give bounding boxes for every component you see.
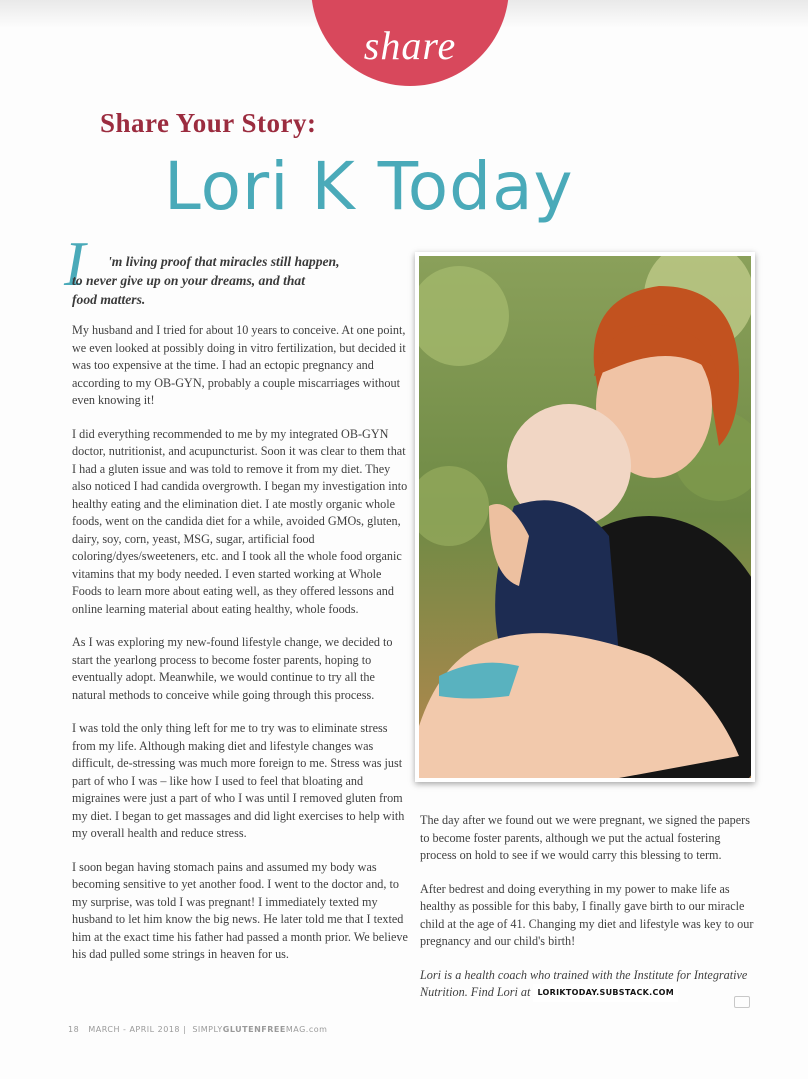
intro-quote <box>72 252 398 309</box>
story-heading: Share Your Story: <box>100 108 317 138</box>
site-name-suffix: MAG.com <box>285 1025 328 1034</box>
paragraph: I was told the only thing left for me to try was to eliminate stress from my life. Although making diet and lifestyle changes was difficult, de-stressing was much more foreign to me. Stress was just part of who I was – like how I used to feel that bloating and migraines were just a part of who I was until I removed gluten from my diet. I began to get massages and did light exercises to help with my overall health and reduce stress. <box>72 721 405 840</box>
photo-illustration <box>419 256 751 778</box>
mother-baby-photo <box>415 252 755 782</box>
intro-line-3: food matters. <box>72 292 146 307</box>
paragraph: I soon began having stomach pains and assumed my body was becoming sensitive to yet another food. I went to the doctor and, to my surprise, was told I was pregnant! I immediately texted my husband to let him know the big news. He later told me that I texted him at the exact time his father had passed a month prior. We believe his dad pulled some strings in heaven for us. <box>72 859 408 961</box>
paragraph: The day after we found out we were pregnant, we signed the papers to become foster parents, although we put the actual fostering process on hold to see if we would carry this blessing to term. <box>420 813 750 862</box>
paragraph: I did everything recommended to me by my integrated OB-GYN doctor, nutritionist, and acupuncturist. Soon it was clear to them that I had a gluten issue and was told to remove it from my diet. They also noticed I had candida overgrowth. I began my investigation into healthy eating and the elimination diet. I ate mostly organic whole foods, went on the candida diet for a while, avoided GMOs, gluten, dairy, soy, corn, yeast, MSG, sugar, artificial food coloring/dyes/sweeteners, etc. and I took all the whole food organic vitamins that my body needed. I even started working at Whole Foods to learn more about eating well, as they offered lessons and online learning material about eating healthy, whole foods. <box>72 426 408 616</box>
right-column <box>420 812 760 1002</box>
left-column <box>72 322 408 964</box>
intro-line-1: 'm living proof that miracles still happen, <box>108 254 340 269</box>
page-number: 18 <box>68 1025 80 1034</box>
intro-line-2: to never give up on your dreams, and that <box>72 273 305 288</box>
drop-cap: I <box>64 228 86 299</box>
section-label: share <box>363 23 457 68</box>
paragraph: As I was exploring my new-found lifestyle change, we decided to start the yearlong process to become foster parents, hoping to eventually adopt. Meanwhile, we would continue to try all the natural methods to conceive while going through this process. <box>72 635 393 702</box>
page-footer: 18 MARCH - APRIL 2018 | SIMPLYGLUTENFREEMAG.com <box>68 1025 328 1034</box>
magazine-logo-icon <box>734 996 750 1008</box>
site-name-prefix: SIMPLY <box>192 1025 223 1034</box>
byline-text: Lori is a health coach who trained with the Institute for Integrative Nutrition. Find Lori at <box>420 967 748 999</box>
paragraph: My husband and I tried for about 10 years to conceive. At one point, we even looked at possibly doing in vitro fertilization, but decided it was too expensive at the time. I had an ectopic pregnancy and according to my OB-GYN, probably a couple miscarriages without even knowing it! <box>72 323 406 407</box>
author-byline <box>420 967 760 1002</box>
paragraph: After bedrest and doing everything in my power to make life as healthy as possible for this baby, I finally gave birth to our miracle child at the age of 41. Changing my diet and lifestyle was key to our pregnancy and our child's birth! <box>420 881 754 948</box>
issue-date: MARCH - APRIL 2018 <box>88 1025 181 1034</box>
page-title: Lori K Today <box>164 148 574 225</box>
substack-link[interactable]: LORIKTODAY.SUBSTACK.COM <box>533 984 678 1002</box>
site-name-bold: GLUTENFREE <box>222 1025 286 1034</box>
